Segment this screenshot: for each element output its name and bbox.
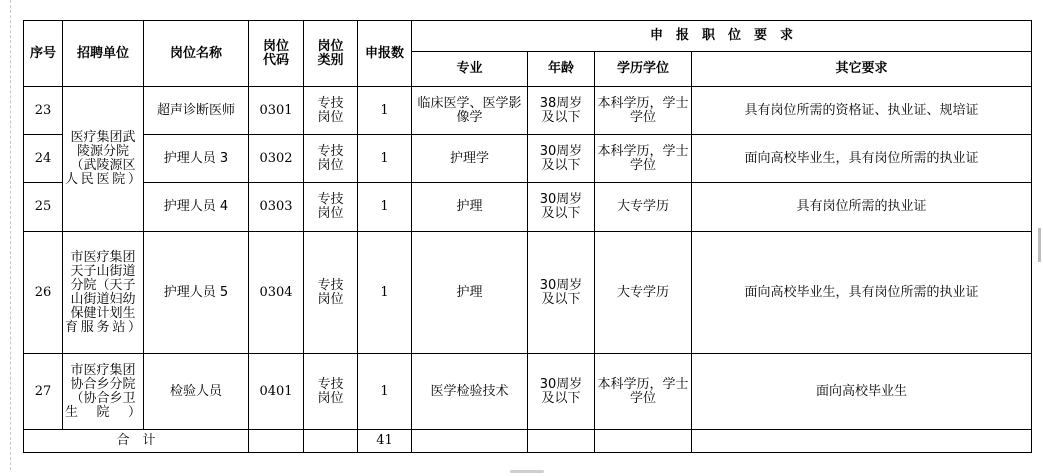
cell-age: 30周岁及以下 — [528, 232, 595, 354]
cell-age: 30周岁及以下 — [528, 135, 595, 183]
cell-code: 0304 — [249, 232, 304, 354]
cell-major: 护理 — [412, 232, 528, 354]
cell-age: 30周岁及以下 — [528, 183, 595, 232]
header-category: 岗位 类别 — [304, 21, 358, 87]
total-empty-code — [249, 430, 304, 453]
cell-age: 30周岁及以下 — [528, 354, 595, 430]
cell-unit: 市医疗集团天子山街道分院（天子山街道妇幼保健计划生育服务站） — [63, 232, 144, 354]
table-row — [24, 183, 1032, 232]
header-major: 专业 — [412, 52, 528, 87]
cell-other: 面向高校毕业生 — [692, 354, 1032, 430]
cell-category: 专技岗位 — [304, 135, 358, 183]
header-code: 岗位 代码 — [249, 21, 304, 87]
total-empty-education — [595, 430, 692, 453]
cell-code: 0301 — [249, 87, 304, 135]
cell-major: 医学检验技术 — [412, 354, 528, 430]
cell-education: 本科学历，学士学位 — [595, 354, 692, 430]
cell-position: 护理人员 4 — [144, 183, 249, 232]
header-row-top — [24, 21, 1032, 52]
cell-position: 护理人员 5 — [144, 232, 249, 354]
cell-code: 0303 — [249, 183, 304, 232]
total-empty-category — [304, 430, 358, 453]
cell-other: 具有岗位所需的执业证 — [692, 183, 1032, 232]
total-empty-other — [692, 430, 1032, 453]
recruitment-table — [23, 20, 1032, 453]
table-row — [24, 135, 1032, 183]
table-row — [24, 232, 1032, 354]
scroll-edge-marker — [1038, 228, 1041, 262]
cell-education: 大专学历 — [595, 232, 692, 354]
page-bottom-marker — [510, 470, 544, 473]
header-seq: 序号 — [24, 21, 63, 87]
header-position: 岗位名称 — [144, 21, 249, 87]
cell-count: 1 — [358, 183, 412, 232]
total-count: 41 — [358, 430, 412, 453]
total-empty-major — [412, 430, 528, 453]
cell-seq: 27 — [24, 354, 63, 430]
cell-seq: 23 — [24, 87, 63, 135]
cell-age: 38周岁及以下 — [528, 87, 595, 135]
cell-count: 1 — [358, 232, 412, 354]
cell-education: 本科学历，学士学位 — [595, 87, 692, 135]
cell-category: 专技岗位 — [304, 87, 358, 135]
header-count: 申报数 — [358, 21, 412, 87]
total-row — [24, 430, 1032, 453]
header-other: 其它要求 — [692, 52, 1032, 87]
cell-major: 护理 — [412, 183, 528, 232]
cell-seq: 24 — [24, 135, 63, 183]
cell-count: 1 — [358, 87, 412, 135]
page-edge-line — [10, 0, 12, 470]
header-age: 年龄 — [528, 52, 595, 87]
cell-category: 专技岗位 — [304, 232, 358, 354]
cell-category: 专技岗位 — [304, 183, 358, 232]
table-row — [24, 354, 1032, 430]
cell-unit: 市医疗集团协合乡分院（协合乡卫生院） — [63, 354, 144, 430]
cell-other: 面向高校毕业生，具有岗位所需的执业证 — [692, 232, 1032, 354]
cell-position: 检验人员 — [144, 354, 249, 430]
cell-major: 护理学 — [412, 135, 528, 183]
total-empty-age — [528, 430, 595, 453]
cell-seq: 26 — [24, 232, 63, 354]
cell-seq: 25 — [24, 183, 63, 232]
cell-count: 1 — [358, 354, 412, 430]
header-requirements-group: 申 报 职 位 要 求 — [412, 21, 1032, 52]
cell-major: 临床医学、医学影像学 — [412, 87, 528, 135]
cell-code: 0401 — [249, 354, 304, 430]
cell-other: 具有岗位所需的资格证、执业证、规培证 — [692, 87, 1032, 135]
cell-position: 超声诊断医师 — [144, 87, 249, 135]
cell-education: 本科学历，学士学位 — [595, 135, 692, 183]
header-education: 学历学位 — [595, 52, 692, 87]
cell-position: 护理人员 3 — [144, 135, 249, 183]
cell-category: 专技岗位 — [304, 354, 358, 430]
cell-code: 0302 — [249, 135, 304, 183]
total-label: 合 计 — [24, 430, 249, 453]
cell-education: 大专学历 — [595, 183, 692, 232]
header-unit: 招聘单位 — [63, 21, 144, 87]
cell-count: 1 — [358, 135, 412, 183]
cell-unit: 医疗集团武陵源分院（武陵源区人民医院） — [63, 87, 144, 232]
table-row — [24, 87, 1032, 135]
cell-other: 面向高校毕业生，具有岗位所需的执业证 — [692, 135, 1032, 183]
